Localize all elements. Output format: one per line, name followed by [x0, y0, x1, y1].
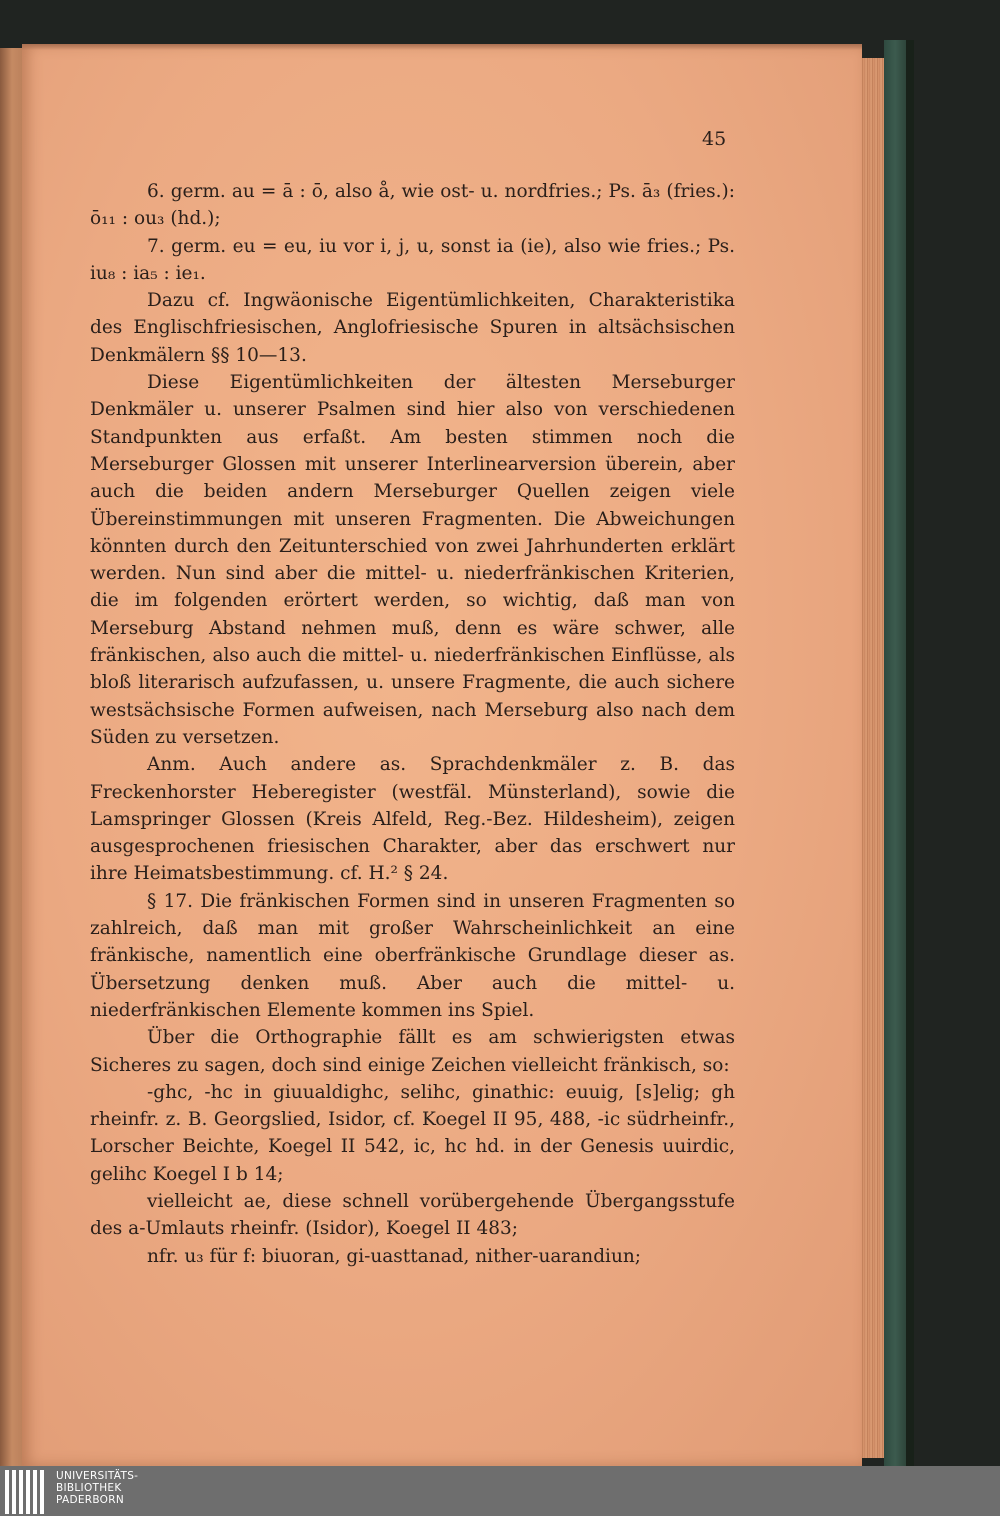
logo-line: PADERBORN: [56, 1494, 124, 1506]
paragraph: 7. germ. eu = eu, iu vor i, j, u, sonst ia (ie), also wie fries.; Ps. iu₈ : ia₅ : ie₁.: [90, 235, 735, 284]
library-logo-icon: [5, 1470, 49, 1514]
page-number: 45: [702, 128, 727, 150]
page-shadow: [22, 44, 862, 50]
logo-line: UNIVERSITÄTS-: [56, 1470, 139, 1482]
library-logo-text: [56, 1470, 176, 1506]
section-paragraph: § 17. Die fränkischen Formen sind in unseren Fragmenten so zahlreich, daß man mit großer Wahrscheinlichkeit an eine fränkische, namentlich eine oberfränkische Grundlage dieser as. Übersetzung denken muß. Aber auch die mittel- u. niederfränkischen Elemente kommen ins Spiel.: [90, 890, 735, 1021]
paragraph: Diese Eigentümlichkeiten der ältesten Merseburger Denkmäler u. unserer Psalmen sind hier also von verschiedenen Standpunkten aus erfaßt. Am besten stimmen noch die Merseburger Glossen mit unserer Interlinearversion überein, aber auch die beiden andern Merseburger Quellen zeigen viele Übereinstimmungen mit unseren Fragmenten. Die Abweichungen könnten durch den Zeitunterschied von zwei Jahrhunderten erklärt werden. Nun sind aber die mittel- u. niederfränkischen Kriterien, die im folgenden erörtert werden, so wichtig, daß man von Merseburg Abstand nehmen muß, denn es wäre schwer, alle fränkischen, also auch die mittel- u. niederfränkischen Einflüsse, als bloß literarisch aufzufassen, u. unsere Fragmente, die auch sichere westsächsische Formen aufweisen, nach Merseburg also nach dem Süden zu versetzen.: [90, 372, 735, 748]
paragraph: Über die Orthographie fällt es am schwierigsten etwas Sicheres zu sagen, doch sind einige Zeichen vielleicht fränkisch, so:: [90, 1027, 735, 1076]
paragraph: Dazu cf. Ingwäonische Eigentümlichkeiten, Charakteristika des Englischfriesischen, Anglofriesische Spuren in altsächsischen Denkmälern §§ 10—13.: [90, 290, 735, 366]
book-cover-edge: [906, 40, 914, 1470]
logo-line: BIBLIOTHEK: [56, 1482, 122, 1494]
paragraph: -ghc, -hc in giuualdighc, selihc, ginathic: euuig, [s]elig; gh rheinfr. z. B. Georgslied, Isidor, cf. Koegel II 95, 488, -ic südrheinfr., Lorscher Beichte, Koegel II 542, ic, hc hd. in der Genesis uuirdic, gelihc Koegel I b 14;: [90, 1081, 735, 1185]
paragraph: vielleicht ae, diese schnell vorübergehende Übergangsstufe des a-Umlauts rheinfr. (Isidor), Koegel II 483;: [90, 1190, 735, 1240]
annotation-paragraph: Anm. Auch andere as. Sprachdenkmäler z. B. das Freckenhorster Heberegister (westfäl. Münsterland), sowie die Lamspringer Glossen (Kreis Alfeld, Reg.-Bez. Hildesheim), zeigen ausgesprochenen friesischen Charakter, aber das erschwert nur ihre Heimatsbestimmung. cf. H.² § 24.: [90, 754, 735, 885]
page-body: [90, 178, 735, 1270]
paragraph: 6. germ. au = ā : ō, also å, wie ost- u. nordfries.; Ps. ā₃ (fries.): ō₁₁ : ou₃ (hd.);: [90, 181, 735, 230]
paragraph: nfr. u₃ für f: biuoran, gi-uasttanad, nither-uarandiun;: [147, 1245, 642, 1267]
